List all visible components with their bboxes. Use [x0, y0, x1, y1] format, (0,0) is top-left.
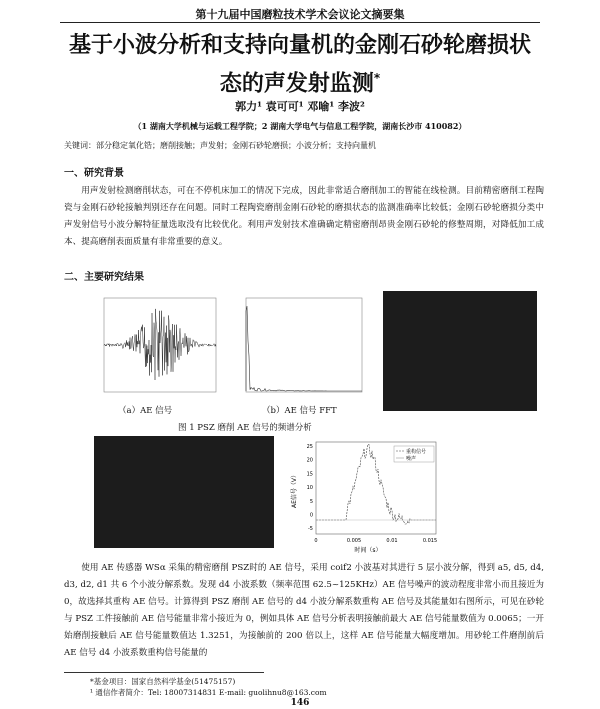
y-tick-label: 10: [306, 485, 313, 492]
figure-ae-fft: [236, 296, 366, 402]
keywords: 关键词：部分稳定氧化锆；磨削接触；声发射；金刚石砂轮磨损；小波分析；支持向量机: [64, 141, 376, 150]
background-paragraph: [64, 183, 544, 251]
section-heading-background: 一、研究背景: [64, 168, 124, 179]
reconstructed-signal-chart: [290, 438, 440, 556]
y-tick-label: 20: [306, 457, 313, 464]
title-line-2-text: 态的声发射监测: [219, 71, 374, 97]
legend-entry-2: 噪声: [406, 456, 417, 462]
figure-1-caption: 图 1 PSZ 磨削 AE 信号的频谱分析: [178, 423, 312, 433]
x-tick-label: 0.005: [346, 538, 362, 544]
author-list: 郭力¹ 袁可可¹ 邓喻¹ 李波²: [235, 100, 365, 113]
background-text: 用声发射检测磨削状态，可在不停机床加工的情况下完成，因此非常适合磨削加工的智能在线检测。目前精密磨削工程陶瓷与金刚石砂轮接触判别还存在问题。同时工程陶瓷磨削金刚石砂轮的磨损状态的监测准确率比较低；金刚石砂轮磨损分类中声发射信号小波分解特征量选取没有比较优化。利用声发射技术准确确定精密磨削昂贵金刚石砂轮的修整周期，对降低加工成本、提高磨削表面质量有非常重要的意义。: [64, 186, 544, 247]
ae-fft-plot: [236, 296, 366, 402]
title-footnote-mark: *: [373, 71, 381, 85]
y-tick-label: 0: [309, 512, 313, 519]
results-text: 使用 AE 传感器 WSα 采集的精密磨削 PSZ时的 AE 信号，采用 coif2 小波基对其进行 5 层小波分解，得到 a5, d5, d4, d3, d2, d1 共 6 个小波分解系数。发现 d4 小波系数（频率范围 62.5~125KHz）AE 信号噪声的波动程度非常小而且接近为 0，故选择其重构 AE 信号。计算得到 PSZ 磨削 AE 信号的 d4 小波分解系数重构 AE 信号及其能量如右图所示，可见在砂轮与 PSZ 工件接触前 AE 信号能量非常小接近为 0，例如具体 AE 信号分析表明接触前最大 AE 信号能量数值为 0.0065；一开始磨削接触后 AE 信号能量数值达 1.3251，为接触前的 200 倍以上，这样 AE 信号能量大幅度增加。用砂轮工件磨削前后 AE 信号 d4 小波系数重构信号能量的: [64, 563, 544, 658]
x-tick-label: 0: [314, 538, 318, 544]
y-tick-label: -5: [308, 526, 313, 533]
x-tick-label: 0.01: [386, 538, 398, 544]
legend-entry-1: 重构信号: [406, 449, 427, 455]
page-number: 146: [290, 698, 310, 708]
paper-title: [40, 30, 560, 100]
title-line-2: [40, 62, 560, 100]
y-tick-label: 25: [306, 444, 313, 450]
figure-a-caption: （a）AE 信号: [118, 406, 173, 416]
reconstructed-signal-svg: [290, 438, 440, 556]
footnote-contact: ¹ 通信作者简介：Tel: 18007314831 E-mail: guolihnu8@163.com: [90, 688, 327, 697]
figure-ae-signal: [94, 296, 218, 402]
running-header: 第十九届中国磨粒技术学术会议论文摘要集: [195, 8, 405, 21]
micrograph-top-right: [383, 291, 537, 411]
micrograph-bottom-left: [94, 436, 274, 548]
figure-b-caption: （b）AE 信号 FFT: [262, 406, 337, 416]
title-line-1: 基于小波分析和支持向量机的金刚石砂轮磨损状: [68, 33, 531, 58]
y-tick-label: 15: [306, 471, 313, 478]
x-axis-label: 时间（s）: [354, 547, 382, 554]
footnote-funding: *基金项目：国家自然科学基金(51475157): [90, 677, 236, 686]
y-axis-label: AE信号（V）: [291, 471, 298, 508]
footnote-rule: [64, 672, 264, 673]
x-tick-label: 0.015: [422, 538, 438, 544]
section-heading-results: 二、主要研究结果: [64, 272, 144, 283]
affiliation: （1 湖南大学机械与运载工程学院；2 湖南大学电气与信息工程学院，湖南长沙市 410082）: [133, 121, 467, 131]
header-rule: [60, 22, 540, 23]
results-paragraph: [64, 560, 544, 662]
y-tick-label: 5: [309, 498, 313, 505]
ae-signal-plot: [94, 296, 218, 402]
